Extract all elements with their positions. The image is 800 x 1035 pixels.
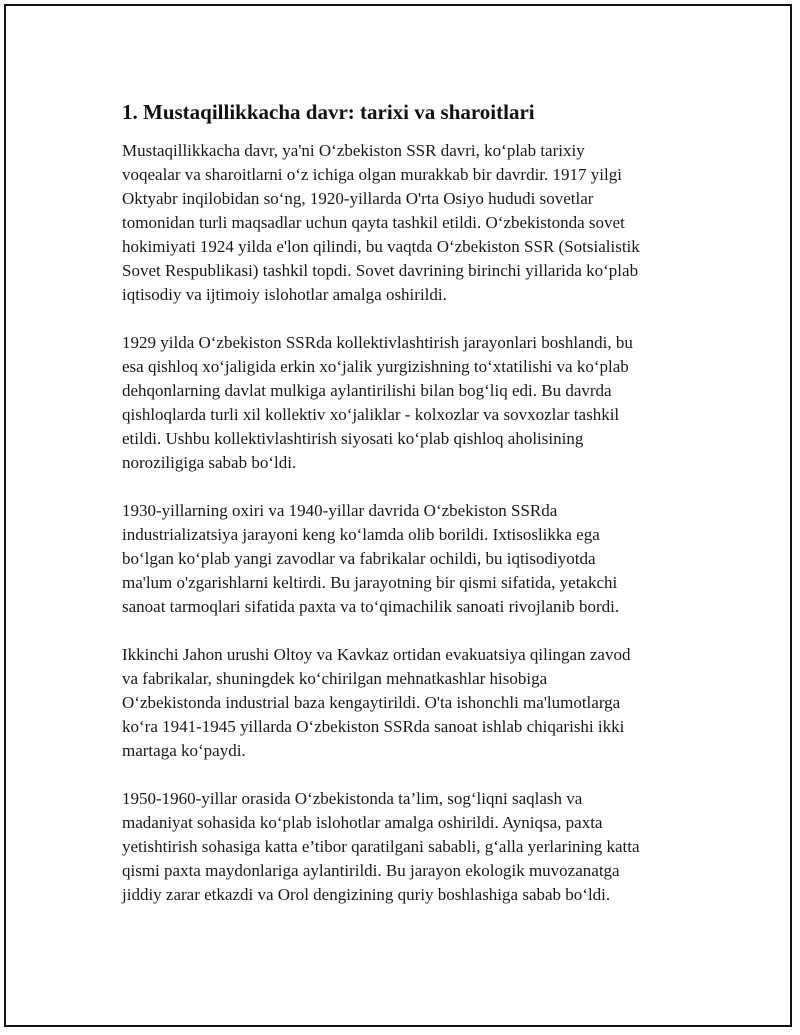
- paragraph: [122, 499, 692, 619]
- paragraph-line: Sovet Respublikasi) tashkil topdi. Sovet davrining birinchi yillarida ko‘plab: [122, 261, 639, 280]
- page-frame: [4, 4, 792, 1027]
- paragraph-line: bo‘lgan ko‘plab yangi zavodlar va fabrikalar ochildi, bu iqtisodiyotda: [122, 549, 596, 568]
- paragraph-line: esa qishloq xo‘jaligida erkin xo‘jalik yurgizishning to‘xtatilishi va ko‘plab: [122, 357, 629, 376]
- paragraph-line: tomonidan turli maqsadlar uchun qayta tashkil etildi. O‘zbekistonda sovet: [122, 213, 625, 232]
- paragraph-line: qismi paxta maydonlariga aylantirildi. Bu jarayon ekologik muvozanatga: [122, 861, 620, 880]
- paragraph-line: Mustaqillikkacha davr, ya'ni O‘zbekiston SSR davri, ko‘plab tarixiy: [122, 141, 585, 160]
- paragraphs-container: [122, 139, 692, 907]
- paragraph-line: qishloqlarda turli xil kollektiv xo‘jaliklar - kolxozlar va sovxozlar tashkil: [122, 405, 620, 424]
- paragraph-line: Oktyabr inqilobidan so‘ng, 1920-yillarda O'rta Osiyo hududi sovetlar: [122, 189, 594, 208]
- paragraph-line: iqtisodiy va ijtimoiy islohotlar amalga oshirildi.: [122, 285, 447, 304]
- paragraph-line: voqealar va sharoitlarni o‘z ichiga olgan murakkab bir davrdir. 1917 yilgi: [122, 165, 622, 184]
- paragraph-line: va fabrikalar, shuningdek ko‘chirilgan mehnatkashlar hisobiga: [122, 669, 548, 688]
- paragraph-line: O‘zbekistonda industrial baza kengaytirildi. O'ta ishonchli ma'lumotlarga: [122, 693, 621, 712]
- paragraph-line: Ikkinchi Jahon urushi Oltoy va Kavkaz ortidan evakuatsiya qilingan zavod: [122, 645, 631, 664]
- paragraph-line: etildi. Ushbu kollektivlashtirish siyosati ko‘plab qishloq aholisining: [122, 429, 584, 448]
- paragraph-line: ko‘ra 1941-1945 yillarda O‘zbekiston SSRda sanoat ishlab chiqarishi ikki: [122, 717, 625, 736]
- paragraph-line: jiddiy zarar etkazdi va Orol dengizining quriy boshlashiga sabab bo‘ldi.: [122, 885, 611, 904]
- paragraph: [122, 139, 692, 307]
- paragraph-line: sanoat tarmoqlari sifatida paxta va to‘qimachilik sanoati rivojlanib bordi.: [122, 597, 620, 616]
- document-content: [122, 98, 692, 931]
- paragraph-line: 1930-yillarning oxiri va 1940-yillar davrida O‘zbekiston SSRda: [122, 501, 558, 520]
- paragraph-line: industrializatsiya jarayoni keng ko‘lamda olib borildi. Ixtisoslikka ega: [122, 525, 600, 544]
- paragraph-line: yetishtirish sohasiga katta e’tibor qaratilgani sababli, g‘alla yerlarining katta: [122, 837, 640, 856]
- paragraph-line: dehqonlarning davlat mulkiga aylantirilishi bilan bog‘liq edi. Bu davrda: [122, 381, 612, 400]
- paragraph-line: 1950-1960-yillar orasida O‘zbekistonda ta’lim, sog‘liqni saqlash va: [122, 789, 583, 808]
- section-heading: 1. Mustaqillikkacha davr: tarixi va sharoitlari: [122, 100, 535, 124]
- paragraph-line: hokimiyati 1924 yilda e'lon qilindi, bu vaqtda O‘zbekiston SSR (Sotsialistik: [122, 237, 640, 256]
- paragraph: [122, 787, 692, 907]
- paragraph: [122, 643, 692, 763]
- paragraph-line: noroziligiga sabab bo‘ldi.: [122, 453, 297, 472]
- paragraph-line: 1929 yilda O‘zbekiston SSRda kollektivlashtirish jarayonlari boshlandi, bu: [122, 333, 633, 352]
- paragraph-line: ma'lum o'zgarishlarni keltirdi. Bu jarayotning bir qismi sifatida, yetakchi: [122, 573, 618, 592]
- paragraph: [122, 331, 692, 475]
- paragraph-line: martaga ko‘paydi.: [122, 741, 246, 760]
- paragraph-line: madaniyat sohasida ko‘plab islohotlar amalga oshirildi. Ayniqsa, paxta: [122, 813, 603, 832]
